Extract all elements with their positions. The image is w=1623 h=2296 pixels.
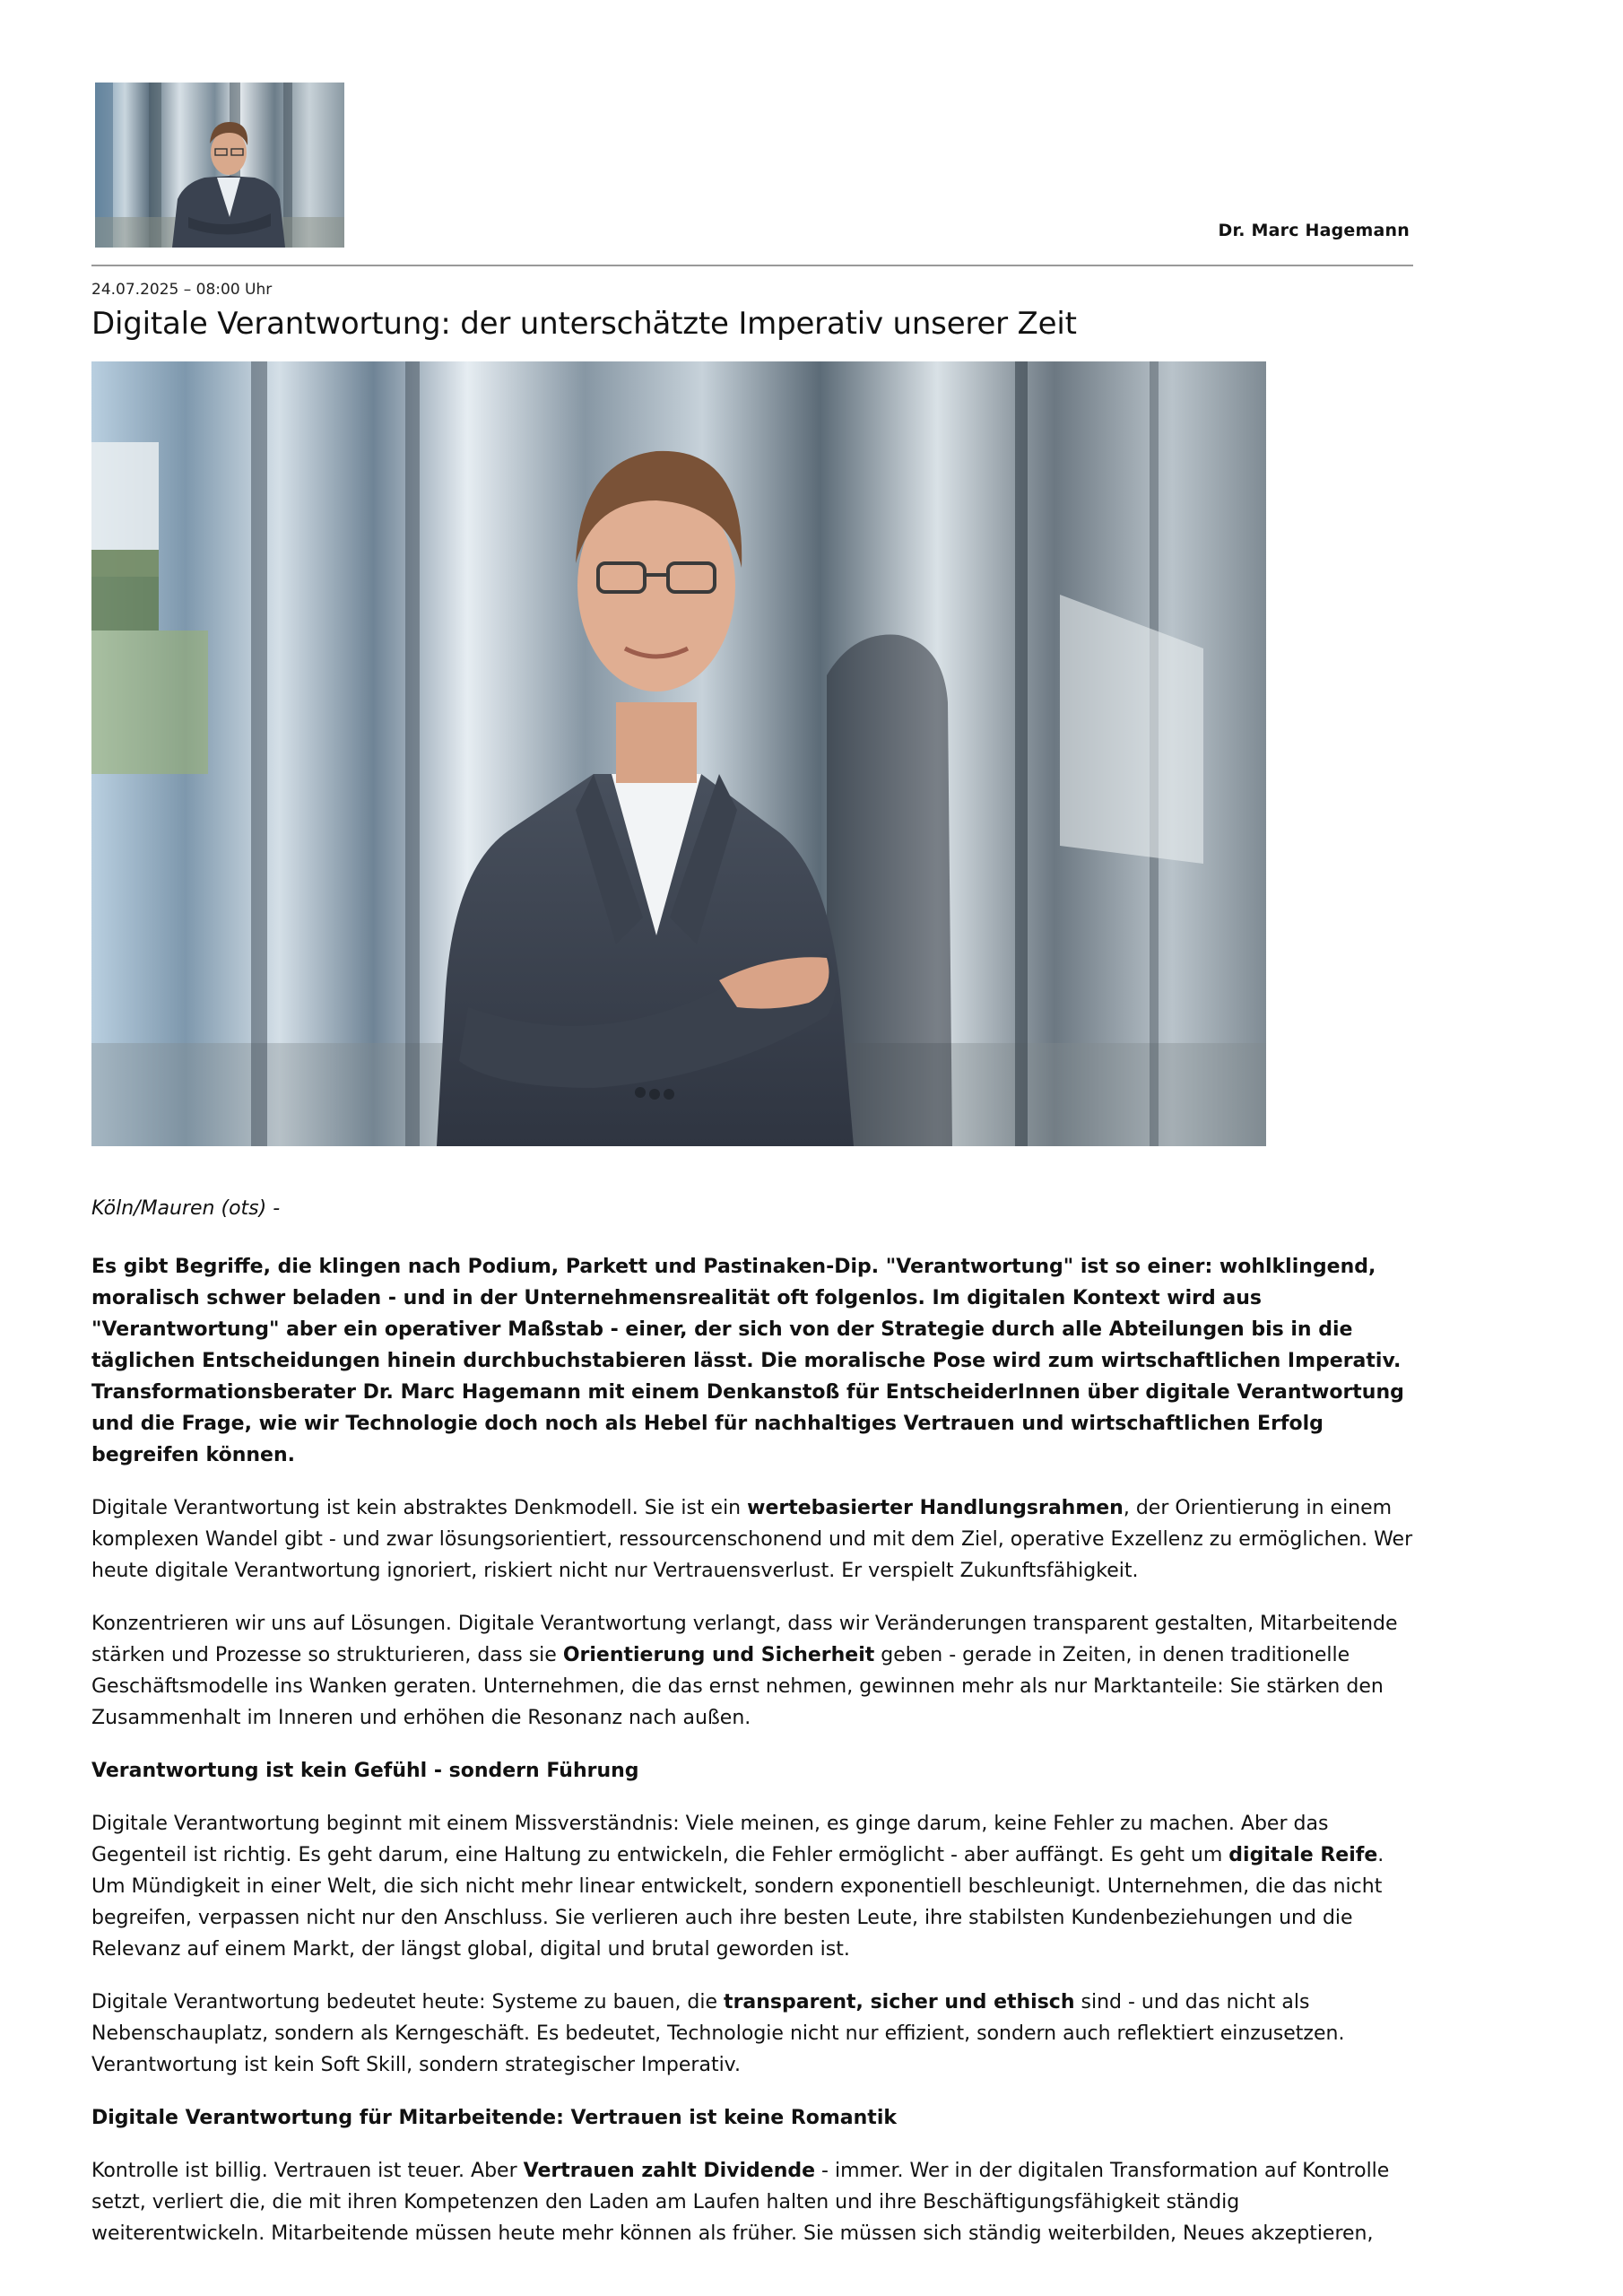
author-name: Dr. Marc Hagemann (1218, 221, 1410, 240)
article-page (91, 81, 1413, 2249)
portrait-photo-icon (91, 361, 1266, 1146)
body-paragraph: Kontrolle ist billig. Vertrauen ist teuer. Aber Vertrauen zahlt Dividende - immer. Wer in der digitalen Transformation auf Kontrolle setzt, verliert die, die mit ihren Kompetenzen den Laden am Laufen halten und ihre Beschäftigungsfähigkeit ständig weiterentwickeln. Mitarbeitende müssen heute mehr können als früher. Sie müssen sich ständig weiterbilden, Neues akzeptieren, (91, 2160, 1390, 2245)
section-heading: Verantwortung ist kein Gefühl - sondern Führung (91, 1760, 639, 1782)
body-paragraph: Konzentrieren wir uns auf Lösungen. Digitale Verantwortung verlangt, dass wir Veränderungen transparent gestalten, Mitarbeitende stärken und Prozesse so strukturieren, dass sie Orientierung und Sicherheit geben - gerade in Zeiten, in denen traditionelle Geschäftsmodelle ins Wanken geraten. Unternehmen, die das ernst nehmen, gewinnen mehr als nur Marktanteile: Sie stärken den Zusammenhalt im Inneren und erhöhen die Resonanz nach außen. (91, 1613, 1398, 1729)
article-title: Digitale Verantwortung: der unterschätzte Imperativ unserer Zeit (91, 306, 1077, 342)
lead-paragraph: Es gibt Begriffe, die klingen nach Podium, Parkett und Pastinaken-Dip. "Verantwortung" ist so einer: wohlklingend, moralisch schwer beladen - und in der Unternehmensrealität oft folgenlos. Im digitalen Kontext wird aus "Verantwortung" aber ein operativer Maßstab - einer, der sich von der Strategie durch alle Abteilungen bis in die täglichen Entscheidungen hinein durchbuchstabieren lässt. Die moralische Pose wird zum wirtschaftlichen Imperativ. Transformationsberater Dr. Marc Hagemann mit einem Denkanstoß für EntscheiderInnen über digitale Verantwortung und die Frage, wie wir Technologie doch noch als Hebel für nachhaltiges Vertrauen und wirtschaftlichen Erfolg begreifen können. (91, 1256, 1404, 1466)
body-paragraph: Digitale Verantwortung bedeutet heute: Systeme zu bauen, die transparent, sicher und ethisch sind - und das nicht als Nebenschauplatz, sondern als Kerngeschäft. Es bedeutet, Technologie nicht nur effizient, sondern auch reflektiert einzusetzen. Verantwortung ist kein Soft Skill, sondern strategischer Imperativ. (91, 1991, 1345, 2076)
author-portrait-photo-icon (95, 83, 344, 248)
article-header (91, 81, 1413, 266)
publish-date: 24.07.2025 – 08:00 Uhr (91, 281, 273, 299)
section-heading: Digitale Verantwortung für Mitarbeitende: Vertrauen ist keine Romantik (91, 2107, 897, 2129)
body-paragraph: Digitale Verantwortung beginnt mit einem Missverständnis: Viele meinen, es ginge darum, keine Fehler zu machen. Aber das Gegenteil ist richtig. Es geht darum, eine Haltung zu entwickeln, die Fehler ermöglicht - aber auffängt. Es geht um digitale Reife. Um Mündigkeit in einer Welt, die sich nicht mehr linear entwickelt, sondern exponentiell beschleunigt. Unternehmen, die das nicht begreifen, verpassen nicht nur den Anschluss. Sie verlieren auch ihre besten Leute, ihre stabilsten Kundenbeziehungen und die Relevanz auf einem Markt, der längst global, digital und brutal geworden ist. (91, 1813, 1384, 1961)
dateline: Köln/Mauren (ots) - (91, 1197, 281, 1220)
body-paragraph: Digitale Verantwortung ist kein abstraktes Denkmodell. Sie ist ein wertebasierter Handlungsrahmen, der Orientierung in einem komplexen Wandel gibt - und zwar lösungsorientiert, ressourcenschonend und mit dem Ziel, operative Exzellenz zu ermöglichen. Wer heute digitale Verantwortung ignoriert, riskiert nicht nur Vertrauensverlust. Er verspielt Zukunftsfähigkeit. (91, 1497, 1413, 1582)
